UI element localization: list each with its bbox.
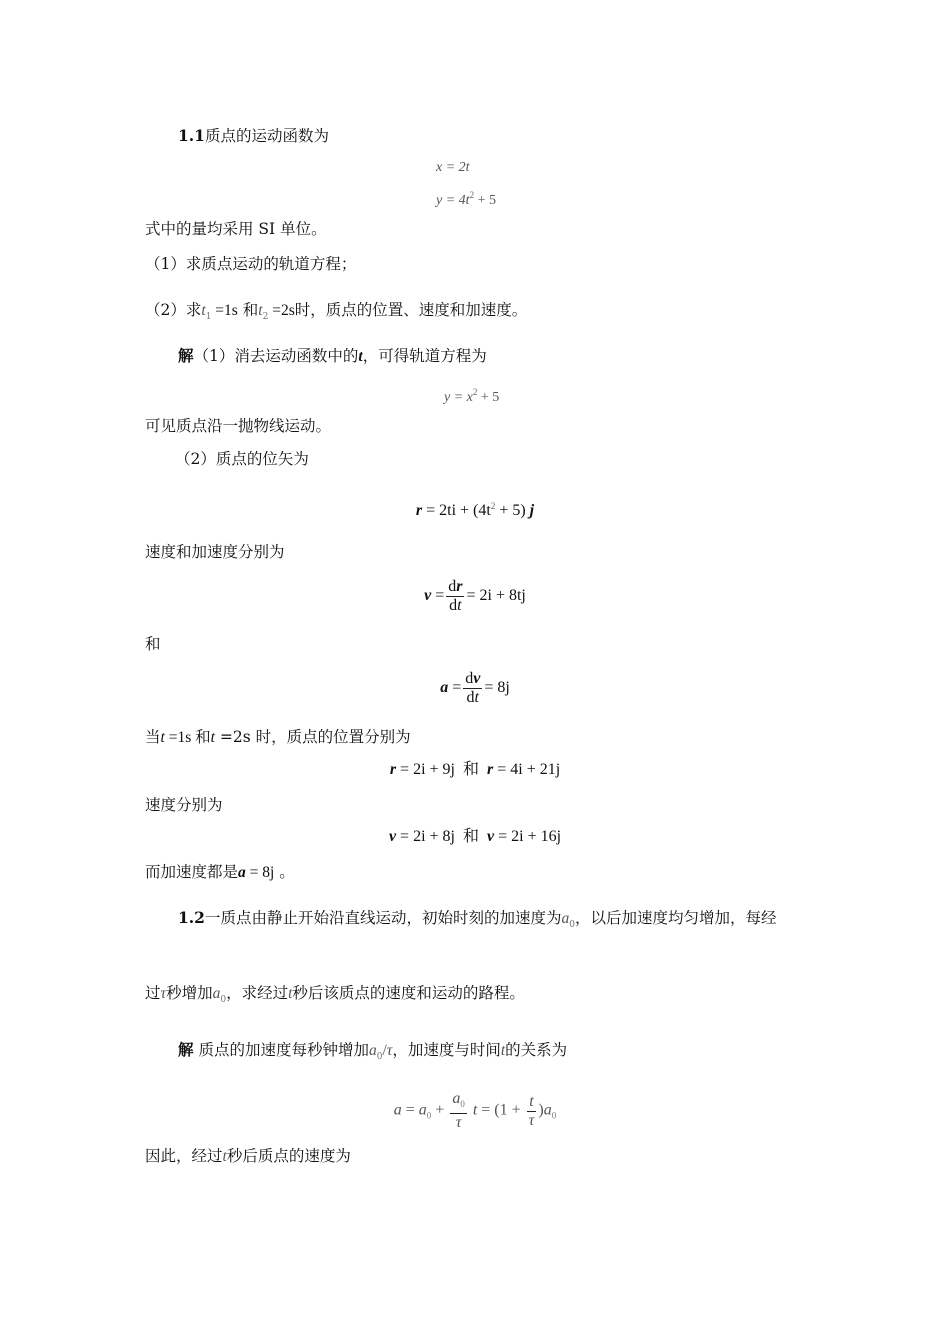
acceleration-time-equation: $a = a_0$ + $\frac{a_0}{\tau}$ t = (1 + $\frac{t}{\tau}$ )$a_0$ <box>393 1090 557 1131</box>
problem-title: 质点的运动函数为 <box>204 127 329 145</box>
velocity-equation: v = $\frac{dr}{dt}$ = 2i + 8tj <box>424 578 526 614</box>
problem-2-statement-line1: 1.2一质点由静止开始沿直线运动，初始时刻的加速度为$a_0$，以后加速度均匀增加，每经 <box>178 908 777 930</box>
and-label: 和 <box>145 635 161 653</box>
velocity-acceleration-intro: 速度和加速度分别为 <box>145 543 285 561</box>
trajectory-equation: $y = x^2 + 5$ <box>444 387 500 405</box>
solution-1-intro: 解（1）消去运动函数中的t，可得轨道方程为 <box>178 346 487 365</box>
when-positions-intro: 当t =1s 和t =2s 时，质点的位置分别为 <box>145 728 411 746</box>
equation-y: $y = 4t^2 + 5$ <box>436 190 496 208</box>
solution-2-intro: （2）质点的位矢为 <box>175 450 309 468</box>
problem-number: 1.1 <box>178 126 205 145</box>
problem-2-solution-intro: 解 质点的加速度每秒钟增加$a_0/\tau$，加速度与时间t的关系为 <box>178 1040 568 1062</box>
question-1: （1）求质点运动的轨道方程； <box>145 255 357 273</box>
problem-number: 1.2 <box>178 908 205 927</box>
parabola-note: 可见质点沿一抛物线运动。 <box>145 417 332 435</box>
equation-x: x = 2t <box>436 160 470 175</box>
velocity-values: v = 2i + 8j 和 v = 2i + 16j <box>388 828 562 845</box>
problem-2-velocity-intro: 因此，经过t秒后质点的速度为 <box>145 1147 351 1165</box>
question-2: （2）求$t_1 =1s$ 和$t_2 =2s$时，质点的位置、速度和加速度。 <box>145 301 528 322</box>
problem-1-heading <box>178 126 329 146</box>
position-vector-equation: $r = 2ti + (4t^2 + 5)$ j <box>415 501 535 519</box>
acceleration-equation: a = $\frac{dv}{dt}$ = 8j <box>440 670 510 706</box>
si-note: 式中的量均采用 SI 单位。 <box>145 220 327 238</box>
position-values: r = 2i + 9j 和 r = 4i + 21j <box>389 761 561 778</box>
velocity-values-intro: 速度分别为 <box>145 796 223 814</box>
problem-2-statement-line2: 过τ秒增加$a_0$，求经过t秒后该质点的速度和运动的路程。 <box>145 984 525 1005</box>
acceleration-note: 而加速度都是a = 8j 。 <box>145 863 295 881</box>
